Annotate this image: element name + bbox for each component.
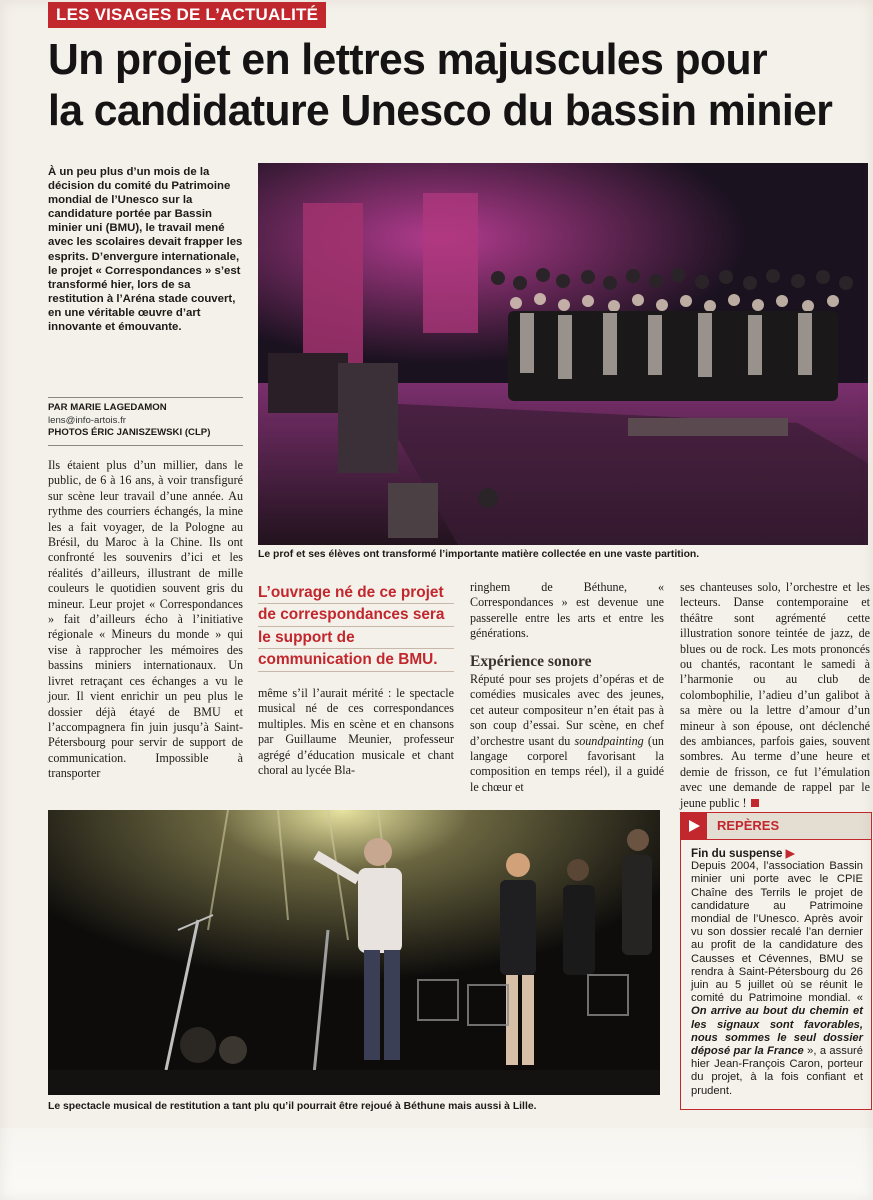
article-lead: À un peu plus d’un mois de la décision du comité du Patrimoine mondial de l’Unesco sur la candidature portée par Bassin minier uni (BMU), le travail mené avec les scolaires devait frapper les esprits. D’envergure internationale, le projet « Correspondances » s’est transformé hier, lors de sa restitution à l’Aréna stade couvert, en une véritable œuvre d’art innovante et émouvante. — [48, 166, 243, 334]
performers-illustration — [48, 810, 660, 1095]
photo-stage-choir — [258, 163, 868, 545]
stage-choir-illustration — [258, 163, 868, 545]
byline-email[interactable]: lens@info-artois.fr — [48, 414, 126, 426]
headline-line-2: la candidature Unesco du bassin minier — [48, 86, 833, 135]
byline — [48, 402, 243, 440]
col3-text-a: Réputé pour ses projets d’opéras et de comédies musicales avec des jeunes, cet auteur compositeur n’en était pas à son coup d’essai. Sur scène, en chef d’orchestre usant du — [470, 672, 664, 748]
body-column-2: même s’il l’aurait mérité : le spectacle musical né de ces correspondances multiples. Mis en scène et en chansons par Guillaume Meunier, professeur agrégé d’éducation musicale et chant choral au lycée Bla- — [258, 686, 454, 778]
reperes-title-arrow-icon: ▶ — [785, 847, 795, 860]
byline-rule-top — [48, 397, 243, 398]
reperes-arrow-icon — [681, 813, 707, 839]
end-mark-icon — [751, 799, 759, 807]
subhead-experience-sonore: Expérience sonore — [470, 652, 592, 670]
section-rubric: LES VISAGES DE L’ACTUALITÉ — [48, 2, 326, 28]
col3-text-b: (un langage corporel favorisant la composition en temps réel), il a guidé le chœur et — [470, 733, 664, 794]
headline — [48, 34, 848, 136]
reperes-header — [681, 813, 871, 840]
byline-rule-bottom — [48, 445, 243, 446]
reperes-label: REPÈRES — [717, 818, 780, 833]
pull-quote — [258, 582, 454, 672]
reperes-title — [691, 847, 863, 860]
pull-quote-line-4: communication de BMU. — [258, 649, 454, 671]
reperes-body — [681, 840, 871, 1098]
byline-photos: PHOTOS ÉRIC JANISZEWSKI (CLP) — [48, 427, 211, 439]
body-column-3-paragraph — [470, 672, 664, 795]
body-column-3-intro: ringhem de Béthune, « Correspondances » est devenue une passerelle entre les arts et entre les générations. — [470, 580, 664, 641]
caption-bottom-photo: Le spectacle musical de restitution a tant plu qu’il pourrait être rejoué à Béthune mais aussi à Lille. — [48, 1101, 537, 1112]
col3-italic-term: soundpainting — [574, 733, 644, 748]
reperes-box — [680, 812, 872, 1110]
headline-line-1: Un projet en lettres majuscules pour — [48, 35, 768, 84]
reperes-text-2: », a assuré hier Jean-François Caron, porteur du projet, à la fois confiant et prudent. — [691, 1045, 863, 1097]
body-column-4 — [680, 580, 870, 811]
reperes-title-text: Fin du suspense — [691, 847, 783, 860]
pull-quote-line-3: le support de — [258, 627, 454, 649]
body-column-3 — [470, 580, 664, 795]
reperes-quote: On arrive au bout du chemin et les signaux sont favorables, nous sommes le seul dossier déposé par la France — [691, 1005, 863, 1058]
photo-performers — [48, 810, 660, 1095]
byline-author: PAR MARIE LAGEDAMON — [48, 402, 167, 413]
paper-margin — [0, 1128, 873, 1200]
pull-quote-line-2: de correspondances sera — [258, 604, 454, 626]
body-column-4-text: ses chanteuses solo, l’orchestre et les lecteurs. Danse contemporaine et théâtre sont agrémenté cette illustration sonore teintée de jazz, de blues ou de rock. Les mots prononcés ou chantés, racontant le samedi à l’harmonie ou au club de colombophilie, l’adieu d’un galibot à sa mère ou la lettre d’amour d’un mineur à son épouse, ont déclenché des ambiances, parfois gaies, souvent sombres. Au terme d’une heure et demie de frisson, ce fut l’émulation avec une demande de rappel par le jeune public ! — [680, 580, 870, 810]
caption-top-photo: Le prof et ses élèves ont transformé l’importante matière collectée en une vaste partition. — [258, 549, 700, 560]
reperes-text-1: Depuis 2004, l’association Bassin minier uni porte avec le CPIE Chaîne des Terrils le projet de candidature au Patrimoine mondial de l’Unesco. Après avoir vu son dossier recalé l’an dernier au profit de la candidature des Causses et Cévennes, BMU se rendra à Saint-Pétersbourg du 26 juin au 5 juillet où se réunit le comité du Patrimoine mondial. « — [691, 860, 863, 1005]
reperes-text — [691, 860, 863, 1098]
pull-quote-line-1: L’ouvrage né de ce projet — [258, 582, 454, 604]
body-column-1: Ils étaient plus d’un millier, dans le public, de 6 à 16 ans, à voir transfiguré sur scène leur travail d’une année. Au rythme des courriers échangés, la mine les a fait voyager, de la Pologne au Brésil, du Maroc à la Chine. Ils ont confronté les souvenirs d’ici et les réalités d’ailleurs, illustrant de mille couleurs le quotidien souvent gris du mineur. Leur projet « Correspondances » fait d’ailleurs écho à l’initiative régionale « Mineurs du monde » qui vise à rapprocher les mémoires des bassins miniers internationaux. Un livret retraçant ces échanges a vu le jour. Il vient enrichir un peu plus le dossier déjà étayé de BMU et l’accompagnera fin juin jusqu’à Saint-Pétersbourg pour servir de support de communication. Impossible à transporter — [48, 458, 243, 781]
